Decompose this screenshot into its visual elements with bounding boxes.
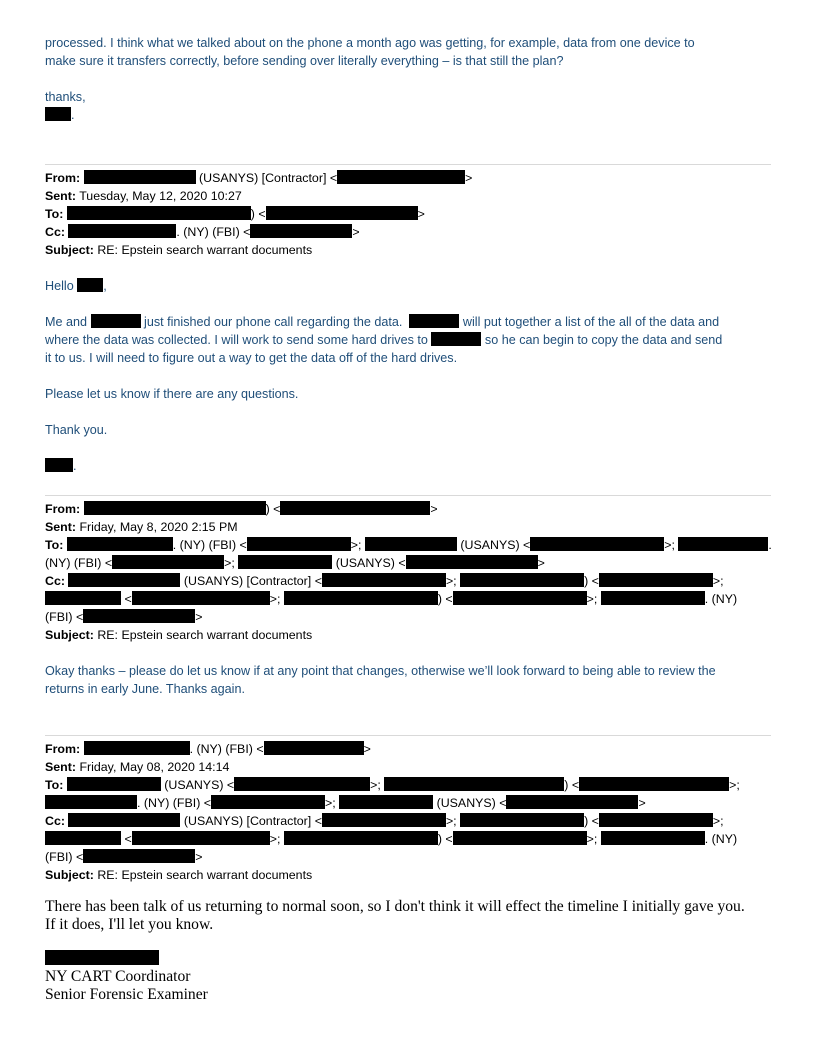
from-line: From: . (NY) (FBI) < > [45, 742, 371, 756]
redaction [84, 741, 190, 755]
redaction [322, 813, 446, 827]
body-line: Okay thanks – please do let us know if at any point that changes, otherwise we’ll look forward to being able to review the [45, 664, 716, 678]
redaction [409, 314, 459, 328]
signature: . [45, 457, 771, 475]
redaction [83, 849, 195, 863]
redaction [579, 777, 729, 791]
redaction [322, 573, 446, 587]
redaction [339, 795, 433, 809]
body-line: make sure it transfers correctly, before sending over literally everything – is that still the plan? [45, 54, 564, 68]
redaction [599, 813, 713, 827]
redaction [91, 314, 141, 328]
redaction [234, 777, 370, 791]
redaction [68, 813, 180, 827]
redaction [599, 573, 713, 587]
cc-line: (FBI) < > [45, 850, 203, 864]
redaction [84, 170, 196, 184]
redaction [284, 591, 438, 605]
redaction [506, 795, 638, 809]
redaction [530, 537, 664, 551]
body-line: it to us. I will need to figure out a way to get the data off of the hard drives. [45, 351, 458, 365]
cc-line: Cc: (USANYS) [Contractor] < >; ) < >; [45, 574, 724, 588]
sent-line: Sent: Friday, May 08, 2020 14:14 [45, 760, 230, 774]
greeting: Hello , [45, 279, 107, 293]
email-header [45, 169, 771, 259]
previous-message-body [45, 34, 771, 124]
to-line: To: . (NY) (FBI) < >; (USANYS) < >; . [45, 538, 772, 552]
redaction [77, 278, 103, 292]
sent-line: Sent: Tuesday, May 12, 2020 10:27 [45, 189, 242, 203]
redaction [365, 537, 457, 551]
body-line: where the data was collected. I will work to send some hard drives to so he can begin to copy the data and send [45, 333, 723, 347]
body-line: If it does, I'll let you know. [45, 916, 214, 933]
sent-line: Sent: Friday, May 8, 2020 2:15 PM [45, 520, 238, 534]
redaction [601, 591, 705, 605]
body-line: Please let us know if there are any questions. [45, 387, 299, 401]
redaction [384, 777, 564, 791]
redaction [45, 458, 73, 472]
redaction [601, 831, 705, 845]
redaction [266, 206, 418, 220]
redaction [280, 501, 430, 515]
redaction [406, 555, 538, 569]
signature: . [45, 106, 771, 124]
to-line: . (NY) (FBI) < >; (USANYS) < > [45, 794, 771, 812]
email-header [45, 500, 771, 644]
redaction [45, 107, 71, 121]
redaction [67, 777, 161, 791]
redaction [84, 501, 266, 515]
redaction [678, 537, 768, 551]
from-line: From: ) < > [45, 502, 438, 516]
redaction [45, 950, 159, 965]
email-body [45, 898, 771, 1004]
redaction [247, 537, 351, 551]
redaction [112, 555, 224, 569]
redaction [68, 224, 176, 238]
cc-line: Cc: (USANYS) [Contractor] < >; ) < >; [45, 814, 724, 828]
closing: Thank you. [45, 423, 108, 437]
redaction [45, 795, 137, 809]
to-line: To: ) < > [45, 207, 425, 221]
redaction [238, 555, 332, 569]
subject-line: Subject: RE: Epstein search warrant documents [45, 243, 313, 257]
cc-line: < >; ) < >; . (NY) [45, 590, 771, 608]
email-thread [45, 34, 771, 1004]
email-body [45, 662, 771, 698]
signature-title: NY CART Coordinator [45, 968, 191, 985]
redaction [264, 741, 364, 755]
redaction [67, 206, 251, 220]
redaction [453, 831, 587, 845]
redaction [431, 332, 481, 346]
redaction [337, 170, 465, 184]
redaction [67, 537, 173, 551]
redaction [68, 573, 180, 587]
to-line: (NY) (FBI) < >; (USANYS) < > [45, 556, 545, 570]
subject-line: Subject: RE: Epstein search warrant documents [45, 628, 313, 642]
redaction [250, 224, 352, 238]
body-line: Me and just finished our phone call regarding the data. will put together a list of the all of the data and [45, 315, 720, 329]
email-header [45, 740, 771, 884]
body-line: returns in early June. Thanks again. [45, 682, 245, 696]
body-line: There has been talk of us returning to normal soon, so I don't think it will effect the timeline I initially gave you. [45, 898, 745, 915]
redaction [132, 831, 270, 845]
redaction [453, 591, 587, 605]
from-line: From: (USANYS) [Contractor] < > [45, 171, 473, 185]
cc-line: (FBI) < > [45, 610, 203, 624]
redaction [284, 831, 438, 845]
email-body [45, 277, 771, 475]
redaction [83, 609, 195, 623]
cc-line: Cc: . (NY) (FBI) < > [45, 225, 360, 239]
signature-name [45, 950, 771, 968]
redaction [45, 591, 121, 605]
redaction [132, 591, 270, 605]
subject-line: Subject: RE: Epstein search warrant documents [45, 868, 313, 882]
cc-line: < >; ) < >; . (NY) [45, 830, 771, 848]
redaction [211, 795, 325, 809]
signature-title: Senior Forensic Examiner [45, 986, 208, 1003]
body-line: processed. I think what we talked about on the phone a month ago was getting, for example, data from one device to [45, 36, 695, 50]
to-line: To: (USANYS) < >; ) < >; [45, 778, 740, 792]
closing: thanks, [45, 90, 86, 104]
redaction [45, 831, 121, 845]
redaction [460, 573, 584, 587]
redaction [460, 813, 584, 827]
